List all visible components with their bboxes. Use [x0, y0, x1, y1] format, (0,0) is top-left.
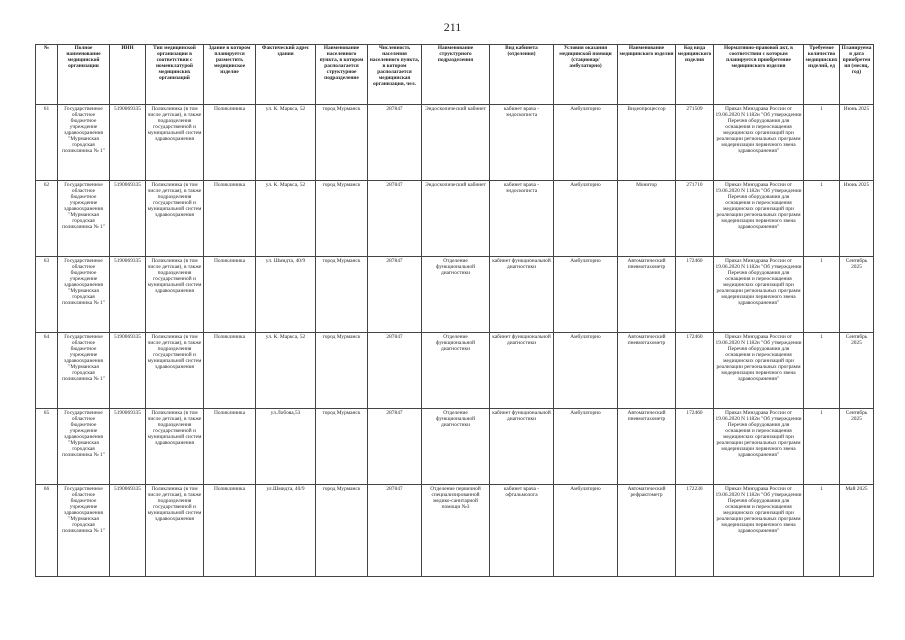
- header-cell-conditions: Условия оказания медицинской помощи (стационар/амбулаторно): [554, 45, 618, 105]
- cell-conditions: Амбулаторно: [554, 257, 618, 333]
- cell-code: 271509: [676, 105, 714, 181]
- cell-date: Июнь 2025: [840, 105, 874, 181]
- cell-locality: город Мурманск: [316, 181, 368, 257]
- cell-org: Государственное областное бюджетное учреждение здравоохранения "Мурманская городская поликлиника № 1": [58, 105, 110, 181]
- cell-address: ул. К. Маркса, 52: [256, 333, 316, 409]
- cell-unit: Отделение первичной специализированной медико-санитарной помощи №3: [422, 485, 490, 577]
- table-row: [36, 257, 874, 333]
- cell-population: 287847: [368, 485, 422, 577]
- cell-address: ул. К. Маркса, 52: [256, 181, 316, 257]
- header-cell-number: №: [36, 45, 58, 105]
- cell-number: 64: [36, 333, 58, 409]
- header-cell-device: Наименование медицинского изделия: [618, 45, 676, 105]
- cell-cabinet: кабинет врача - офтальмолога: [490, 485, 554, 577]
- cell-building: Поликлиника: [204, 333, 256, 409]
- header-cell-org: Полное наименование медицинской организации: [58, 45, 110, 105]
- cell-org-type: Поликлиника (в том числе детская), в также подразделения государственной и муниципальной систем здравоохранения: [146, 485, 204, 577]
- cell-population: 287847: [368, 181, 422, 257]
- cell-inn: 5190069335: [110, 485, 146, 577]
- table-header-row: [36, 45, 874, 105]
- cell-date: Сентябрь 2025: [840, 409, 874, 485]
- cell-locality: город Мурманск: [316, 257, 368, 333]
- cell-code: 172460: [676, 257, 714, 333]
- equipment-register-table: [35, 44, 874, 577]
- cell-date: Июнь 2025: [840, 181, 874, 257]
- cell-locality: город Мурманск: [316, 485, 368, 577]
- cell-device: Монитор: [618, 181, 676, 257]
- cell-act: Приказ Минздрава России от 19.06.2020 N 1182н "Об утверждении Перечня оборудования для оснащения и переоснащения медицинских организаций при реализации региональных программ модернизации первичного звена здравоохранения": [714, 409, 804, 485]
- cell-population: 287847: [368, 333, 422, 409]
- cell-cabinet: кабинет врача - эндоскописта: [490, 181, 554, 257]
- cell-number: 61: [36, 105, 58, 181]
- cell-code: 271710: [676, 181, 714, 257]
- cell-address: ул. Шмидта, 40/9: [256, 257, 316, 333]
- cell-conditions: Амбулаторно: [554, 105, 618, 181]
- cell-unit: Эндоскопический кабинет: [422, 105, 490, 181]
- cell-conditions: Амбулаторно: [554, 333, 618, 409]
- cell-cabinet: кабинет функциональной диагностики: [490, 333, 554, 409]
- table-row: [36, 333, 874, 409]
- header-cell-code: Код вида медицинского изделия: [676, 45, 714, 105]
- header-cell-act: Нормативно-правовой акт, в соответствии с которым планируется приобретение медицинского изделия: [714, 45, 804, 105]
- cell-population: 287847: [368, 409, 422, 485]
- cell-address: ул.Шмидта, 40/9: [256, 485, 316, 577]
- cell-conditions: Амбулаторно: [554, 409, 618, 485]
- cell-act: Приказ Минздрава России от 19.06.2020 N 1182н "Об утверждении Перечня оборудования для оснащения и переоснащения медицинских организаций при реализации региональных программ модернизации первичного звена здравоохранения": [714, 257, 804, 333]
- cell-act: Приказ Минздрава России от 19.06.2020 N 1182н "Об утверждении Перечня оборудования для оснащения и переоснащения медицинских организаций при реализации региональных программ модернизации первичного звена здравоохранения": [714, 181, 804, 257]
- cell-number: 66: [36, 485, 58, 577]
- header-cell-qty: Требуемое количество медицинских изделий, ед: [804, 45, 840, 105]
- header-cell-org-type: Тип медицинской организации в соответствии с номенклатурой медицинских организаций: [146, 45, 204, 105]
- cell-org-type: Поликлиника (в том числе детская), в также подразделения государственной и муниципальной систем здравоохранения: [146, 409, 204, 485]
- cell-address: ул. К. Маркса, 52: [256, 105, 316, 181]
- cell-conditions: Амбулаторно: [554, 181, 618, 257]
- cell-unit: Эндоскопический кабинет: [422, 181, 490, 257]
- cell-device: Автоматический пневмотахометр: [618, 257, 676, 333]
- cell-qty: 1: [804, 181, 840, 257]
- cell-building: Поликлиника: [204, 105, 256, 181]
- header-cell-population: Численность населения населенного пункта, в котором располагается медицинская организация, чел.: [368, 45, 422, 105]
- header-cell-building: Здание в котором планируется разместить медицинское изделие: [204, 45, 256, 105]
- cell-building: Поликлиника: [204, 409, 256, 485]
- table-row: [36, 105, 874, 181]
- cell-qty: 1: [804, 333, 840, 409]
- cell-code: 172460: [676, 333, 714, 409]
- page-number: 211: [443, 20, 462, 34]
- cell-org-type: Поликлиника (в том числе детская), в также подразделения государственной и муниципальной систем здравоохранения: [146, 181, 204, 257]
- cell-number: 62: [36, 181, 58, 257]
- cell-qty: 1: [804, 409, 840, 485]
- table-row: [36, 485, 874, 577]
- cell-inn: 5190069335: [110, 181, 146, 257]
- cell-locality: город Мурманск: [316, 333, 368, 409]
- header-cell-inn: ИНН: [110, 45, 146, 105]
- cell-qty: 1: [804, 485, 840, 577]
- cell-device: Автоматический пневмотахометр: [618, 409, 676, 485]
- cell-inn: 5190069335: [110, 333, 146, 409]
- cell-cabinet: кабинет функциональной диагностики: [490, 257, 554, 333]
- cell-org: Государственное областное бюджетное учреждение здравоохранения "Мурманская городская поликлиника № 1": [58, 485, 110, 577]
- cell-inn: 5190069335: [110, 105, 146, 181]
- cell-building: Поликлиника: [204, 485, 256, 577]
- header-cell-cabinet: Вид кабинета (отделения): [490, 45, 554, 105]
- cell-act: Приказ Минздрава России от 19.06.2020 N 1182н "Об утверждении Перечня оборудования для оснащения и переоснащения медицинских организаций при реализации региональных программ модернизации первичного звена здравоохранения": [714, 485, 804, 577]
- cell-date: Сентябрь 2025: [840, 333, 874, 409]
- cell-locality: город Мурманск: [316, 409, 368, 485]
- table-row: [36, 181, 874, 257]
- cell-qty: 1: [804, 257, 840, 333]
- cell-date: Май 2025: [840, 485, 874, 577]
- cell-org: Государственное областное бюджетное учреждение здравоохранения "Мурманская городская поликлиника № 1": [58, 181, 110, 257]
- cell-cabinet: кабинет врача - эндоскописта: [490, 105, 554, 181]
- cell-act: Приказ Минздрава России от 19.06.2020 N 1182н "Об утверждении Перечня оборудования для оснащения и переоснащения медицинских организаций при реализации региональных программ модернизации первичного звена здравоохранения": [714, 105, 804, 181]
- cell-address: ул.Лобова,53: [256, 409, 316, 485]
- cell-conditions: Амбулаторно: [554, 485, 618, 577]
- cell-unit: Отделение функциональной диагностики: [422, 409, 490, 485]
- cell-device: Видеопроцессор: [618, 105, 676, 181]
- cell-building: Поликлиника: [204, 181, 256, 257]
- cell-unit: Отделение функциональной диагностики: [422, 333, 490, 409]
- cell-inn: 5190069335: [110, 409, 146, 485]
- cell-qty: 1: [804, 105, 840, 181]
- cell-org: Государственное областное бюджетное учреждение здравоохранения "Мурманская городская поликлиника № 1": [58, 257, 110, 333]
- cell-population: 287847: [368, 257, 422, 333]
- header-cell-locality: Наименование населенного пункта, в котором располагается структурное подразделение: [316, 45, 368, 105]
- cell-unit: Отделение функциональной диагностики: [422, 257, 490, 333]
- cell-date: Сентябрь 2025: [840, 257, 874, 333]
- cell-code: 172230: [676, 485, 714, 577]
- table-row: [36, 409, 874, 485]
- cell-org-type: Поликлиника (в том числе детская), в также подразделения государственной и муниципальной систем здравоохранения: [146, 333, 204, 409]
- cell-act: Приказ Минздрава России от 19.06.2020 N 1182н "Об утверждении Перечня оборудования для оснащения и переоснащения медицинских организаций при реализации региональных программ модернизации первичного звена здравоохранения": [714, 333, 804, 409]
- cell-device: Автоматический рефрактометр: [618, 485, 676, 577]
- cell-cabinet: кабинет функциональной диагностики: [490, 409, 554, 485]
- cell-org-type: Поликлиника (в том числе детская), в также подразделения государственной и муниципальной систем здравоохранения: [146, 105, 204, 181]
- header-cell-date: Планируемая дата приобретения (месяц, год): [840, 45, 874, 105]
- cell-number: 65: [36, 409, 58, 485]
- cell-org-type: Поликлиника (в том числе детская), в также подразделения государственной и муниципальной систем здравоохранения: [146, 257, 204, 333]
- cell-org: Государственное областное бюджетное учреждение здравоохранения "Мурманская городская поликлиника № 1": [58, 333, 110, 409]
- cell-building: Поликлиника: [204, 257, 256, 333]
- cell-device: Автоматический пневмотахометр: [618, 333, 676, 409]
- cell-locality: город Мурманск: [316, 105, 368, 181]
- cell-population: 287847: [368, 105, 422, 181]
- cell-inn: 5190069335: [110, 257, 146, 333]
- cell-number: 63: [36, 257, 58, 333]
- cell-code: 172460: [676, 409, 714, 485]
- header-cell-address: Фактический адрес здания: [256, 45, 316, 105]
- cell-org: Государственное областное бюджетное учреждение здравоохранения "Мурманская городская поликлиника № 1": [58, 409, 110, 485]
- header-cell-unit: Наименование структурного подразделения: [422, 45, 490, 105]
